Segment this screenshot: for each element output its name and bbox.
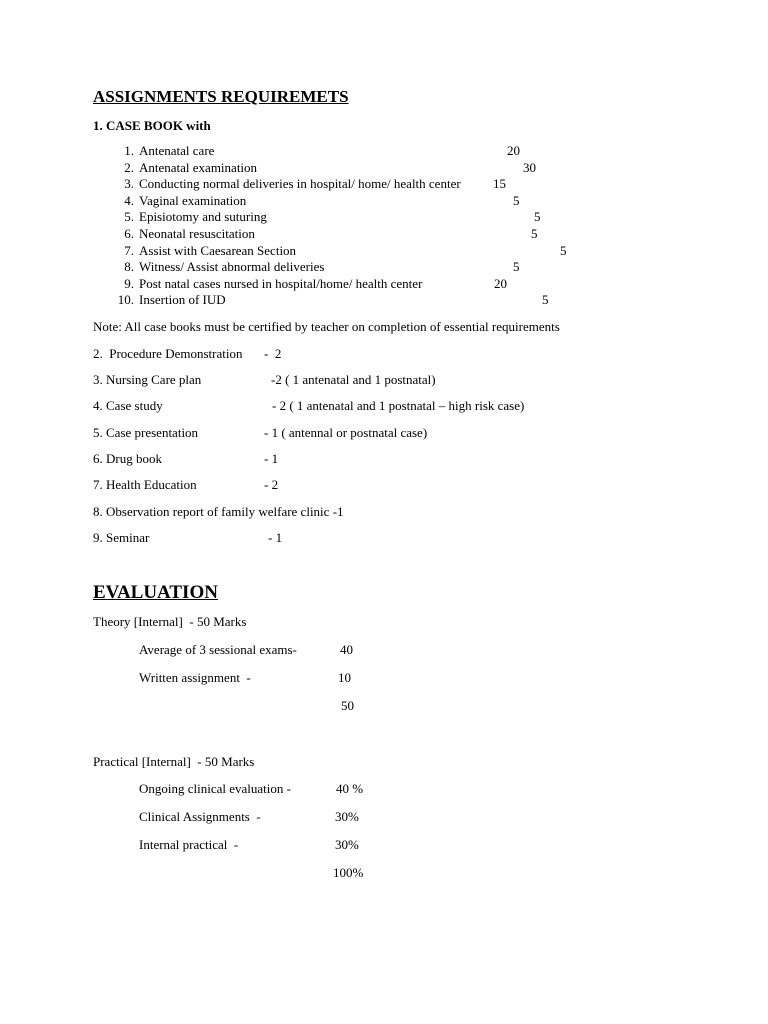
casebook-note: Note: All case books must be certified by teacher on completion of essential requirements (93, 319, 560, 334)
requirement-label: 9. Seminar (93, 530, 150, 545)
requirement-label: 3. Nursing Care plan (93, 372, 202, 387)
theory-row-value: 40 (340, 642, 353, 657)
casebook-item-num: 7. (124, 243, 134, 258)
casebook-item-value: 20 (494, 276, 507, 291)
casebook-item-num: 10. (117, 292, 134, 307)
requirement-value: - 2 (264, 346, 282, 361)
casebook-item-label: Episiotomy and suturing (139, 209, 267, 224)
requirement-value: - 1 ( antennal or postnatal case) (264, 425, 428, 440)
casebook-item-value: 30 (523, 160, 536, 175)
casebook-item-label: Conducting normal deliveries in hospital/ home/ health center (139, 176, 461, 191)
theory-row-label: Written assignment - (139, 670, 251, 685)
casebook-item-value: 5 (513, 193, 520, 208)
requirement-label: 6. Drug book (93, 451, 162, 466)
casebook-item-value: 15 (493, 176, 506, 191)
practical-row-value: 30% (335, 837, 359, 852)
evaluation-title: EVALUATION (93, 582, 218, 603)
practical-total: 100% (333, 865, 364, 880)
casebook-heading: 1. CASE BOOK with (93, 118, 211, 133)
requirement-label: 5. Case presentation (93, 425, 199, 440)
casebook-item-num: 6. (124, 226, 134, 241)
practical-heading: Practical [Internal] - 50 Marks (93, 754, 255, 769)
casebook-item-num: 2. (124, 160, 134, 175)
casebook-item-label: Vaginal examination (139, 193, 247, 208)
assignments-title: ASSIGNMENTS REQUIREMETS (93, 87, 349, 106)
practical-row-value: 30% (335, 809, 359, 824)
casebook-item-value: 5 (542, 292, 549, 307)
casebook-item-label: Antenatal examination (139, 160, 258, 175)
casebook-item-num: 8. (124, 259, 134, 274)
requirement-label: 8. Observation report of family welfare clinic -1 (93, 504, 344, 519)
casebook-item-num: 5. (124, 209, 134, 224)
practical-row-label: Internal practical - (139, 837, 239, 852)
casebook-item-value: 5 (531, 226, 538, 241)
practical-row-value: 40 % (336, 781, 364, 796)
casebook-item-num: 9. (124, 276, 134, 291)
casebook-item-label: Neonatal resuscitation (139, 226, 255, 241)
casebook-item-num: 1. (124, 143, 134, 158)
requirement-label: 4. Case study (93, 398, 163, 413)
theory-heading: Theory [Internal] - 50 Marks (93, 614, 247, 629)
casebook-item-label: Post natal cases nursed in hospital/home/ health center (139, 276, 423, 291)
requirement-label: 2. Procedure Demonstration (93, 346, 243, 361)
theory-total: 50 (341, 698, 354, 713)
casebook-item-label: Insertion of IUD (139, 292, 226, 307)
requirement-label: 7. Health Education (93, 477, 197, 492)
practical-row-label: Ongoing clinical evaluation - (139, 781, 291, 796)
casebook-item-value: 5 (513, 259, 520, 274)
casebook-item-label: Witness/ Assist abnormal deliveries (139, 259, 325, 274)
requirement-value: - 1 (268, 530, 283, 545)
theory-row-label: Average of 3 sessional exams- (139, 642, 297, 657)
practical-row-label: Clinical Assignments - (139, 809, 261, 824)
casebook-item-value: 5 (534, 209, 541, 224)
requirement-value: - 2 (264, 477, 279, 492)
casebook-item-value: 20 (507, 143, 520, 158)
theory-row-value: 10 (338, 670, 351, 685)
casebook-item-num: 4. (124, 193, 134, 208)
casebook-item-value: 5 (560, 243, 567, 258)
casebook-item-label: Antenatal care (139, 143, 215, 158)
casebook-item-num: 3. (124, 176, 134, 191)
casebook-item-label: Assist with Caesarean Section (139, 243, 297, 258)
requirement-value: - 2 ( 1 antenatal and 1 postnatal – high risk case) (272, 398, 525, 413)
requirement-value: - 1 (264, 451, 279, 466)
requirement-value: -2 ( 1 antenatal and 1 postnatal) (271, 372, 436, 387)
